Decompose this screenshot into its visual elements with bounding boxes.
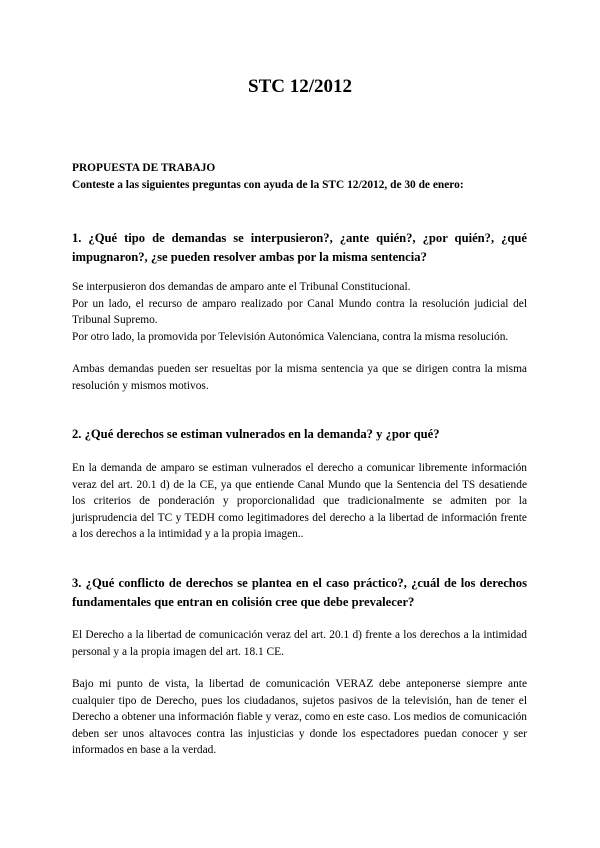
answer-paragraph: Se interpusieron dos demandas de amparo ante el Tribunal Constitucional. — [72, 281, 411, 293]
answer-paragraph: Ambas demandas pueden ser resueltas por la misma sentencia ya que se dirigen contra la misma resolución y mismos motivos. — [72, 363, 527, 392]
question-1: 1. ¿Qué tipo de demandas se interpusieron?, ¿ante quién?, ¿por quién?, ¿qué impugnaron?, ¿se pueden resolver ambas por la misma sentencia? — [72, 231, 527, 264]
answer-1 — [72, 279, 527, 394]
answer-paragraph: Por un lado, el recurso de amparo realizado por Canal Mundo contra la resolución judicial del Tribunal Supremo. — [72, 297, 527, 326]
answer-paragraph: El Derecho a la libertad de comunicación veraz del art. 20.1 d) frente a los derechos a la intimidad personal y a la propia imagen del art. 18.1 CE. — [72, 629, 527, 658]
answer-3 — [72, 627, 527, 759]
question-2: 2. ¿Qué derechos se estiman vulnerados en la demanda? y ¿por qué? — [72, 427, 440, 441]
answer-paragraph: Bajo mi punto de vista, la libertad de comunicación VERAZ debe anteponerse siempre ante cualquier tipo de Derecho, pues los ciudadanos, sujetos pasivos de la televisión, han de tener el Derecho a obtener una información fiable y veraz, como en este caso. Los medios de comunicación deben ser unos altavoces contra las injusticias y donde los espectadores puedan conocer y ser informados en base a la verdad. — [72, 678, 527, 756]
heading: PROPUESTA DE TRABAJO — [72, 162, 216, 174]
answer-paragraph: Por otro lado, la promovida por Televisión Autonómica Valenciana, contra la misma resolución. — [72, 330, 509, 343]
instruction: Conteste a las siguientes preguntas con ayuda de la STC 12/2012, de 30 de enero: — [72, 178, 464, 191]
answer-paragraph: En la demanda de amparo se estiman vulnerados el derecho a comunicar libremente información veraz del art. 20.1 d) de la CE, ya que entiende Canal Mundo que la Sentencia del TS desatiende los criterios de ponderación y proporcionalidad que tradicionalmente se admiten por la jurisprudencia del TC y TEDH como legitimadores del derecho a la libertad de información frente a los derechos a la intimidad y a la propia imagen.. — [72, 462, 527, 540]
answer-2 — [72, 460, 527, 543]
document-title: STC 12/2012 — [248, 76, 352, 97]
work-proposal-header — [72, 160, 527, 193]
question-3: 3. ¿Qué conflicto de derechos se plantea en el caso práctico?, ¿cuál de los derechos fundamentales que entran en colisión cree que debe prevalecer? — [72, 576, 527, 609]
